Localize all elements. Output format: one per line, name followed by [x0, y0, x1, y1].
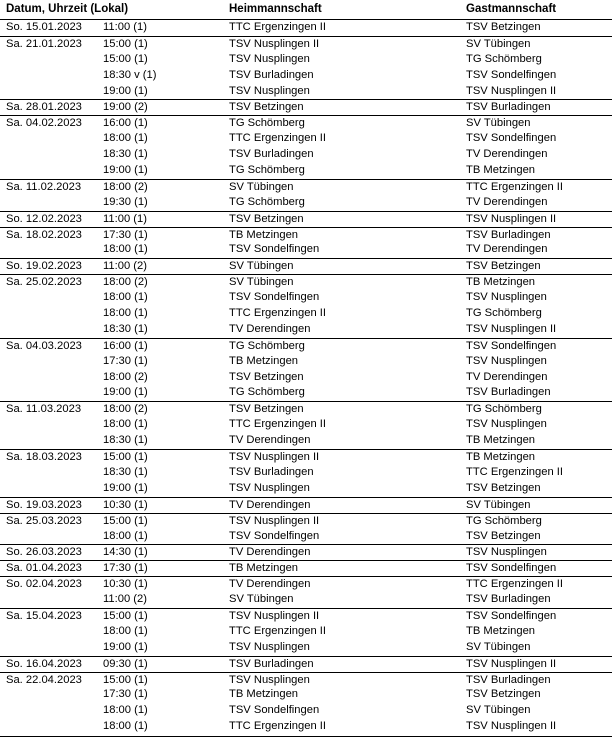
row-guest-team: TB Metzingen — [466, 276, 536, 289]
row-guest-team: TSV Sondelfingen — [466, 339, 557, 352]
row-home-team: TSV Nusplingen II — [229, 514, 320, 527]
row-date: Sa. 21.01.2023 — [6, 37, 82, 50]
row-home-team: TSV Betzingen — [229, 212, 304, 225]
table-row — [0, 68, 612, 84]
row-home-team: TG Schömberg — [229, 339, 305, 352]
row-date: Sa. 18.03.2023 — [6, 451, 82, 464]
row-guest-team: TSV Betzingen — [466, 21, 541, 33]
table-row — [0, 703, 612, 719]
table-row — [0, 719, 612, 735]
row-guest-team: TSV Nusplingen II — [466, 322, 557, 335]
row-time: 10:30 (1) — [103, 498, 148, 511]
table-row — [0, 179, 612, 195]
row-date: So. 12.02.2023 — [6, 212, 82, 225]
row-home-team: TSV Nusplingen — [229, 84, 310, 97]
row-home-team: TSV Nusplingen II — [229, 609, 320, 622]
row-time: 18:00 (2) — [103, 180, 148, 193]
row-time: 18:30 (1) — [103, 465, 148, 478]
row-guest-team: TV Derendingen — [466, 370, 548, 383]
row-home-team: TG Schömberg — [229, 117, 305, 130]
row-guest-team: SV Tübingen — [466, 37, 531, 50]
table-row — [0, 84, 612, 100]
table-row — [0, 99, 612, 115]
table-row — [0, 560, 612, 576]
row-date: So. 19.02.2023 — [6, 260, 82, 273]
table-row — [0, 401, 612, 417]
row-guest-team: TV Derendingen — [466, 195, 548, 208]
row-home-team: TSV Betzingen — [229, 403, 304, 416]
table-row — [0, 52, 612, 68]
table-row — [0, 354, 612, 370]
row-time: 09:30 (1) — [103, 657, 148, 670]
row-time: 19:00 (1) — [103, 640, 148, 653]
row-guest-team: TSV Nusplingen — [466, 418, 547, 431]
table-row — [0, 513, 612, 529]
row-home-team: TSV Sondelfingen — [229, 291, 320, 304]
row-guest-team: TG Schömberg — [466, 52, 542, 65]
row-time: 10:30 (1) — [103, 578, 148, 591]
row-home-team: TTC Ergenzingen II — [229, 624, 327, 637]
table-row — [0, 529, 612, 545]
table-header — [0, 0, 612, 20]
row-home-team: TV Derendingen — [229, 546, 311, 559]
row-home-team: TSV Nusplingen — [229, 481, 310, 494]
table-row — [0, 640, 612, 656]
row-time: 19:00 (2) — [103, 101, 148, 114]
row-guest-team: SV Tübingen — [466, 498, 531, 511]
row-home-team: TB Metzingen — [229, 562, 299, 575]
row-date: Sa. 11.02.2023 — [6, 180, 82, 193]
table-row — [0, 322, 612, 338]
row-home-team: TSV Nusplingen — [229, 673, 310, 686]
table-row — [0, 608, 612, 624]
table-row — [0, 242, 612, 258]
row-time: 11:00 (1) — [103, 212, 147, 225]
table-row — [0, 115, 612, 131]
schedule-table-body — [0, 20, 612, 735]
row-home-team: TV Derendingen — [229, 434, 311, 447]
row-time: 14:30 (1) — [103, 546, 148, 559]
row-time: 11:00 (2) — [103, 260, 147, 273]
row-home-team: TSV Nusplingen — [229, 640, 310, 653]
row-guest-team: TSV Nusplingen II — [466, 84, 557, 97]
row-time: 11:00 (2) — [103, 593, 147, 606]
row-date: Sa. 28.01.2023 — [6, 101, 82, 114]
row-time: 15:00 (1) — [103, 609, 148, 622]
row-date: Sa. 11.03.2023 — [6, 403, 82, 416]
row-home-team: TG Schömberg — [229, 386, 305, 399]
row-time: 15:00 (1) — [103, 52, 148, 65]
row-home-team: TSV Nusplingen II — [229, 37, 320, 50]
row-date: So. 16.04.2023 — [6, 657, 82, 670]
row-time: 18:00 (1) — [103, 307, 148, 320]
row-time: 16:00 (1) — [103, 339, 148, 352]
row-home-team: TG Schömberg — [229, 195, 305, 208]
table-row — [0, 417, 612, 433]
row-guest-team: TB Metzingen — [466, 434, 536, 447]
row-date: So. 26.03.2023 — [6, 546, 82, 559]
row-guest-team: TSV Nusplingen II — [466, 720, 557, 733]
row-home-team: TB Metzingen — [229, 354, 299, 367]
row-time: 18:00 (1) — [103, 132, 148, 145]
row-guest-team: TB Metzingen — [466, 164, 536, 177]
table-row — [0, 433, 612, 449]
table-row — [0, 306, 612, 322]
row-home-team: TSV Burladingen — [229, 68, 314, 81]
row-home-team: TTC Ergenzingen II — [229, 132, 327, 145]
header-guest-team: Gastmannschaft — [466, 3, 557, 15]
table-row — [0, 656, 612, 672]
row-time: 18:00 (1) — [103, 243, 148, 256]
row-date: So. 02.04.2023 — [6, 578, 82, 591]
row-date: Sa. 04.02.2023 — [6, 117, 82, 130]
table-row — [0, 147, 612, 163]
row-time: 18:00 (1) — [103, 529, 148, 542]
table-row — [0, 385, 612, 401]
row-time: 11:00 (1) — [103, 21, 147, 33]
row-home-team: SV Tübingen — [229, 276, 294, 289]
row-time: 18:00 (1) — [103, 704, 148, 717]
row-home-team: TSV Burladingen — [229, 465, 314, 478]
row-guest-team: SV Tübingen — [466, 640, 531, 653]
row-home-team: TSV Sondelfingen — [229, 529, 320, 542]
row-home-team: TSV Sondelfingen — [229, 243, 320, 256]
row-guest-team: TSV Sondelfingen — [466, 132, 557, 145]
row-home-team: TSV Nusplingen II — [229, 451, 320, 464]
row-time: 17:30 (1) — [103, 354, 148, 367]
row-date: Sa. 04.03.2023 — [6, 339, 82, 352]
row-guest-team: TSV Burladingen — [466, 593, 551, 606]
row-time: 19:00 (1) — [103, 164, 148, 177]
table-row — [0, 544, 612, 560]
table-row — [0, 687, 612, 703]
row-time: 19:00 (1) — [103, 386, 148, 399]
row-date: Sa. 22.04.2023 — [6, 673, 82, 686]
row-guest-team: SV Tübingen — [466, 117, 531, 130]
row-guest-team: TTC Ergenzingen II — [466, 578, 564, 591]
row-time: 18:00 (2) — [103, 403, 148, 416]
row-date: Sa. 15.04.2023 — [6, 609, 82, 622]
row-time: 18:30 (1) — [103, 148, 148, 161]
table-row — [0, 497, 612, 513]
table-row — [0, 258, 612, 274]
row-home-team: SV Tübingen — [229, 593, 294, 606]
row-guest-team: TTC Ergenzingen II — [466, 465, 564, 478]
row-guest-team: TSV Nusplingen — [466, 354, 547, 367]
table-bottom-divider — [0, 736, 612, 737]
table-row — [0, 163, 612, 179]
header-date-time: Datum, Uhrzeit (Lokal) — [6, 3, 129, 15]
row-time: 19:30 (1) — [103, 195, 148, 208]
row-time: 18:00 (1) — [103, 418, 148, 431]
row-guest-team: SV Tübingen — [466, 704, 531, 717]
row-guest-team: TSV Nusplingen II — [466, 212, 557, 225]
header-home-team: Heimmannschaft — [229, 3, 322, 15]
row-home-team: TV Derendingen — [229, 498, 311, 511]
table-row — [0, 465, 612, 481]
table-row — [0, 20, 612, 36]
table-row — [0, 131, 612, 147]
row-guest-team: TSV Nusplingen II — [466, 657, 557, 670]
table-row — [0, 195, 612, 211]
row-date: Sa. 01.04.2023 — [6, 562, 82, 575]
row-time: 18:00 (1) — [103, 720, 148, 733]
row-guest-team: TSV Betzingen — [466, 688, 541, 701]
row-guest-team: TV Derendingen — [466, 148, 548, 161]
row-time: 15:00 (1) — [103, 451, 148, 464]
row-date: So. 15.01.2023 — [6, 21, 82, 33]
row-home-team: TSV Sondelfingen — [229, 704, 320, 717]
row-home-team: TSV Betzingen — [229, 101, 304, 114]
row-time: 18:00 (2) — [103, 370, 148, 383]
row-time: 15:00 (1) — [103, 673, 148, 686]
row-time: 15:00 (1) — [103, 37, 148, 50]
table-row — [0, 36, 612, 52]
row-home-team: SV Tübingen — [229, 260, 294, 273]
table-row — [0, 592, 612, 608]
row-guest-team: TSV Nusplingen — [466, 546, 547, 559]
row-date: Sa. 25.03.2023 — [6, 514, 82, 527]
row-time: 19:00 (1) — [103, 481, 148, 494]
row-time: 17:30 (1) — [103, 688, 148, 701]
row-home-team: TB Metzingen — [229, 228, 299, 241]
row-guest-team: TTC Ergenzingen II — [466, 180, 564, 193]
row-time: 19:00 (1) — [103, 84, 148, 97]
row-guest-team: TSV Betzingen — [466, 260, 541, 273]
row-time: 18:00 (2) — [103, 276, 148, 289]
row-guest-team: TV Derendingen — [466, 243, 548, 256]
row-date: So. 19.03.2023 — [6, 498, 82, 511]
row-guest-team: TSV Burladingen — [466, 228, 551, 241]
row-guest-team: TG Schömberg — [466, 514, 542, 527]
table-row — [0, 449, 612, 465]
row-time: 16:00 (1) — [103, 117, 148, 130]
row-time: 18:30 (1) — [103, 434, 148, 447]
row-home-team: TV Derendingen — [229, 322, 311, 335]
row-time: 17:30 (1) — [103, 562, 148, 575]
row-guest-team: TB Metzingen — [466, 624, 536, 637]
row-guest-team: TSV Nusplingen — [466, 291, 547, 304]
row-home-team: TTC Ergenzingen II — [229, 21, 327, 33]
row-home-team: SV Tübingen — [229, 180, 294, 193]
row-guest-team: TG Schömberg — [466, 403, 542, 416]
row-home-team: TG Schömberg — [229, 164, 305, 177]
row-guest-team: TSV Betzingen — [466, 529, 541, 542]
table-row — [0, 338, 612, 354]
row-guest-team: TSV Burladingen — [466, 386, 551, 399]
row-guest-team: TG Schömberg — [466, 307, 542, 320]
row-guest-team: TSV Betzingen — [466, 481, 541, 494]
row-home-team: TTC Ergenzingen II — [229, 418, 327, 431]
table-row — [0, 481, 612, 497]
row-home-team: TB Metzingen — [229, 688, 299, 701]
row-time: 15:00 (1) — [103, 514, 148, 527]
row-date: Sa. 18.02.2023 — [6, 228, 82, 241]
table-row — [0, 370, 612, 386]
table-row — [0, 227, 612, 243]
row-home-team: TV Derendingen — [229, 578, 311, 591]
row-time: 18:00 (1) — [103, 624, 148, 637]
row-date: Sa. 25.02.2023 — [6, 276, 82, 289]
row-time: 18:30 (1) — [103, 322, 148, 335]
row-guest-team: TSV Burladingen — [466, 101, 551, 114]
row-home-team: TSV Burladingen — [229, 657, 314, 670]
row-guest-team: TSV Burladingen — [466, 673, 551, 686]
row-home-team: TSV Betzingen — [229, 370, 304, 383]
row-guest-team: TSV Sondelfingen — [466, 609, 557, 622]
row-home-team: TTC Ergenzingen II — [229, 720, 327, 733]
row-home-team: TSV Nusplingen — [229, 52, 310, 65]
table-row — [0, 672, 612, 688]
row-guest-team: TSV Sondelfingen — [466, 68, 557, 81]
table-row — [0, 624, 612, 640]
row-guest-team: TSV Sondelfingen — [466, 562, 557, 575]
row-time: 18:00 (1) — [103, 291, 148, 304]
row-home-team: TTC Ergenzingen II — [229, 307, 327, 320]
table-row — [0, 576, 612, 592]
row-guest-team: TB Metzingen — [466, 451, 536, 464]
row-home-team: TSV Burladingen — [229, 148, 314, 161]
row-time: 18:30 v (1) — [103, 68, 157, 81]
row-time: 17:30 (1) — [103, 228, 148, 241]
table-row — [0, 211, 612, 227]
table-row — [0, 290, 612, 306]
table-row — [0, 274, 612, 290]
